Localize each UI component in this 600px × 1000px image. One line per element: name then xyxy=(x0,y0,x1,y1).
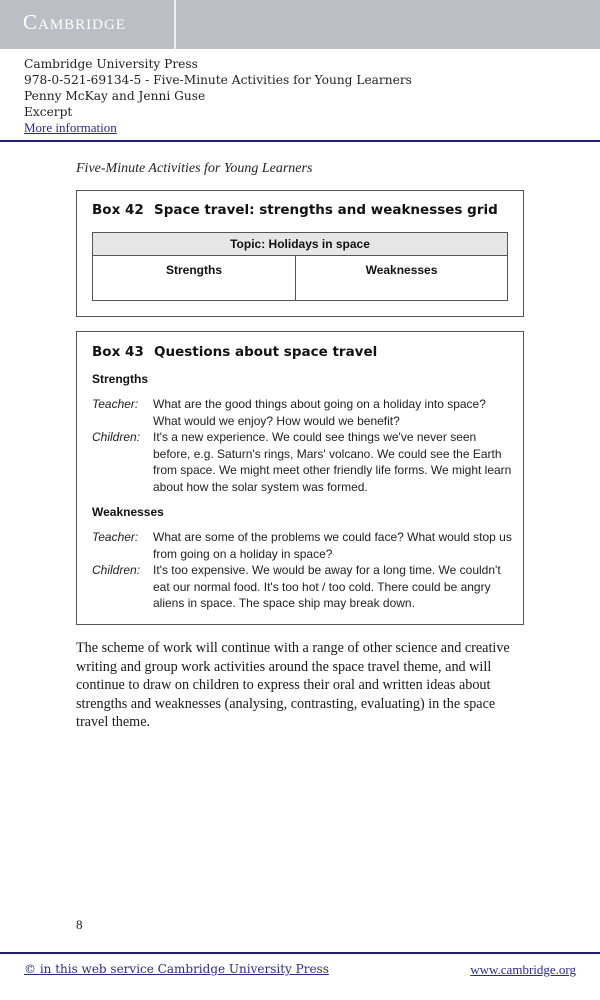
speaker: Children: xyxy=(92,563,141,578)
publisher: Cambridge University Press xyxy=(24,57,198,71)
running-head: Five-Minute Activities for Young Learners xyxy=(76,161,313,176)
dialogue-line xyxy=(92,529,512,562)
box-42 xyxy=(76,190,524,317)
box-43-title xyxy=(92,344,377,360)
dialogue-line xyxy=(92,396,512,429)
utterance: It's a new experience. We could see things we've never seen before, e.g. Saturn's rings, Mars' volcano. We could see the Earth from space. We might meet other friendly life forms. We might learn about how the solar system was formed. xyxy=(153,430,512,494)
excerpt-label: Excerpt xyxy=(24,105,73,119)
cambridge-logo[interactable]: Cambridge xyxy=(23,10,127,34)
header-rule xyxy=(0,140,600,142)
website-link[interactable]: www.cambridge.org xyxy=(470,962,576,977)
speaker: Teacher: xyxy=(92,397,139,411)
box-42-title xyxy=(92,202,498,218)
box-title-text: Questions about space travel xyxy=(154,344,378,360)
section-heading-strengths: Strengths xyxy=(92,372,149,386)
header-banner xyxy=(0,0,600,49)
speaker: Teacher: xyxy=(92,530,139,544)
dialogue-strengths xyxy=(92,396,512,496)
page-number: 8 xyxy=(76,917,83,932)
grid-column-strengths: Strengths xyxy=(93,256,296,300)
banner-divider xyxy=(174,0,176,49)
section-heading-weaknesses: Weaknesses xyxy=(92,505,164,519)
isbn-title: 978-0-521-69134-5 - Five-Minute Activities for Young Learners xyxy=(24,73,412,87)
copyright-link[interactable]: © in this web service Cambridge University Press xyxy=(24,962,329,976)
more-information-link[interactable]: More information xyxy=(24,120,117,135)
utterance: It's too expensive. We would be away for a long time. We couldn't eat our normal food. It's too hot / too cold. There could be angry aliens in space. The space ship may break down. xyxy=(153,563,501,611)
utterance: What are the good things about going on a holiday into space? What would we enjoy? How would we benefit? xyxy=(153,397,486,428)
body-paragraph: The scheme of work will continue with a range of other science and creative writing and group work activities around the space travel theme, and will continue to draw on children to express their oral and written ideas about strengths and weaknesses (analysing, contrasting, evaluating) in the space travel theme. xyxy=(76,640,510,730)
box-number: Box 42 xyxy=(92,202,144,218)
strengths-weaknesses-grid xyxy=(92,232,508,301)
authors: Penny McKay and Jenni Guse xyxy=(24,89,206,103)
utterance: What are some of the problems we could face? What would stop us from going on a holiday in space? xyxy=(153,530,512,561)
box-43 xyxy=(76,331,524,625)
speaker: Children: xyxy=(92,430,141,445)
box-number: Box 43 xyxy=(92,344,144,360)
dialogue-weaknesses xyxy=(92,529,512,612)
box-title-text: Space travel: strengths and weaknesses grid xyxy=(154,202,498,218)
grid-topic: Topic: Holidays in space xyxy=(93,233,507,256)
dialogue-line xyxy=(92,429,512,495)
grid-column-weaknesses: Weaknesses xyxy=(365,263,438,277)
footer-rule xyxy=(0,952,600,954)
book-metadata xyxy=(24,56,412,136)
dialogue-line xyxy=(92,562,512,612)
